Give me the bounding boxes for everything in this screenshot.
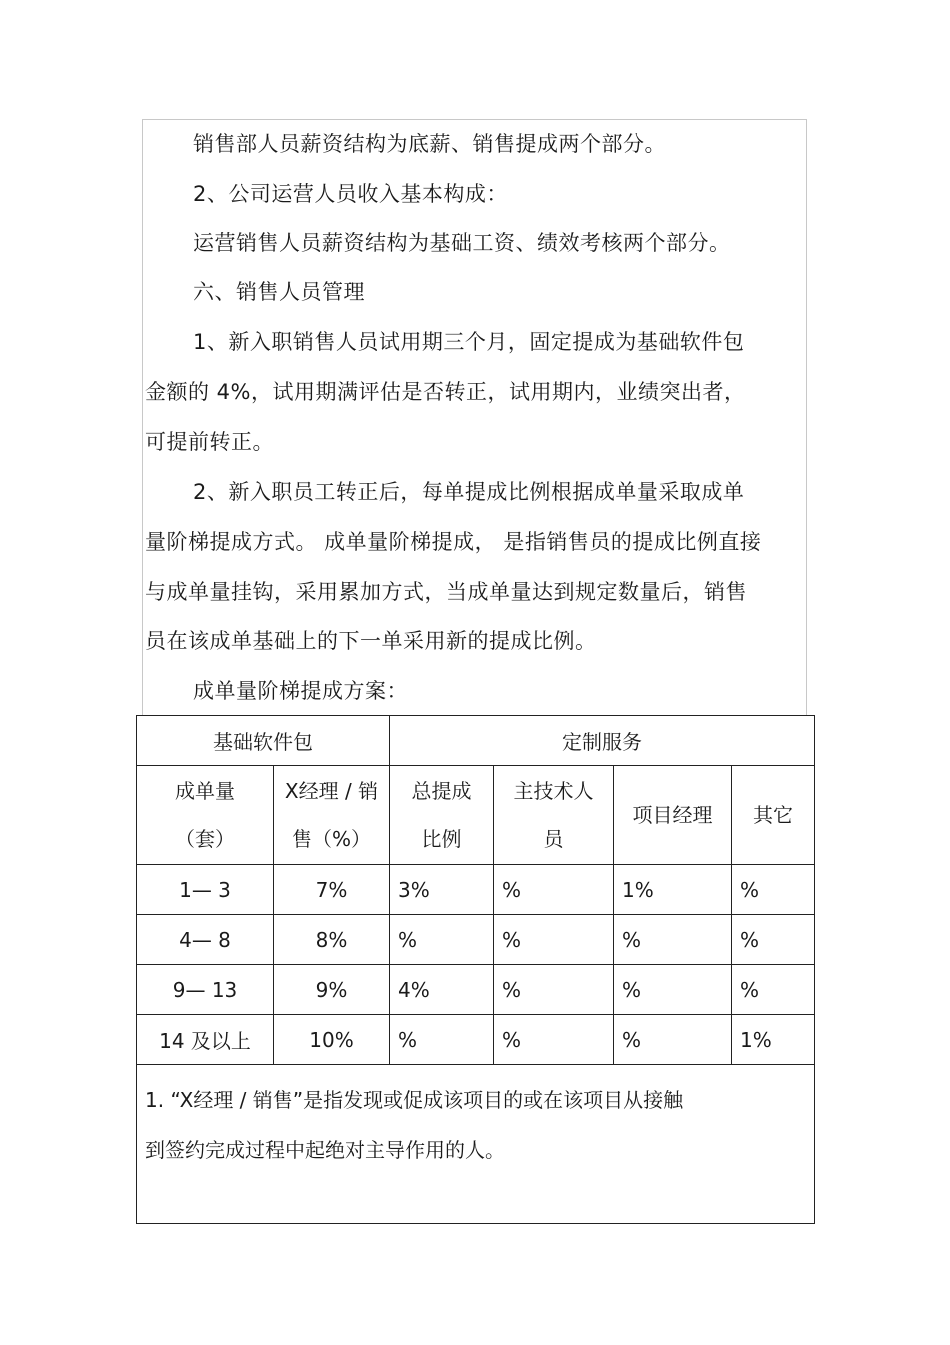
header-order-count-line1: 成单量: [175, 779, 235, 803]
header-other: 其它: [732, 766, 815, 865]
header-project-manager: 项目经理: [614, 766, 732, 865]
cell-other: %: [732, 965, 815, 1015]
footnote-line2: 到签约完成过程中起绝对主导作用的人。: [145, 1138, 505, 1162]
cell-total: 3%: [390, 865, 494, 915]
paragraph-tier-line4: 员在该成单基础上的下一单采用新的提成比例。: [145, 629, 597, 653]
header-manager-sales-line1: X经理 / 销: [284, 779, 379, 803]
paragraph-probation-line1: 1、新入职销售人员试用期三个月，固定提成为基础软件包: [193, 330, 745, 354]
cell-other: 1%: [732, 1015, 815, 1065]
tier-plan-title: 成单量阶梯提成方案：: [193, 679, 408, 703]
cell-project-manager: 1%: [614, 865, 732, 915]
cell-other: %: [732, 865, 815, 915]
header-total-commission-line2: 比例: [421, 827, 462, 851]
table-footnote: [137, 1065, 815, 1224]
cell-order-range: 9— 13: [137, 965, 274, 1015]
cell-project-manager: %: [614, 965, 732, 1015]
cell-total: %: [390, 1015, 494, 1065]
section-heading-sales-management: 六、销售人员管理: [193, 280, 365, 304]
paragraph-ops-salary-structure: 运营销售人员薪资结构为基础工资、绩效考核两个部分。: [193, 231, 731, 255]
header-total-commission-line1: 总提成: [411, 779, 472, 803]
table-group-header-row: [137, 716, 815, 766]
table-row: [137, 865, 815, 915]
cell-manager-sales: 10%: [274, 1015, 390, 1065]
footnote-line1: 1. “X经理 / 销售”是指发现或促成该项目的或在该项目从接触: [145, 1088, 684, 1112]
table-row: [137, 1015, 815, 1065]
header-lead-tech-line2: 员: [543, 827, 564, 851]
cell-project-manager: %: [614, 1015, 732, 1065]
table-row: [137, 965, 815, 1015]
cell-order-range: 4— 8: [137, 915, 274, 965]
cell-total: 4%: [390, 965, 494, 1015]
cell-project-manager: %: [614, 915, 732, 965]
cell-lead-tech: %: [494, 915, 614, 965]
cell-order-range: 14 及以上: [137, 1015, 274, 1065]
header-lead-tech: [494, 766, 614, 865]
cell-lead-tech: %: [494, 1015, 614, 1065]
header-order-count-line2: （套）: [175, 827, 235, 851]
header-order-count: [137, 766, 274, 865]
group-header-basic-software: 基础软件包: [137, 716, 390, 766]
header-manager-sales-line2: 售（%）: [291, 827, 371, 851]
paragraph-salary-structure: 销售部人员薪资结构为底薪、销售提成两个部分。: [193, 132, 666, 156]
paragraph-probation-line2: 金额的 4%，试用期满评估是否转正，试用期内，业绩突出者，: [145, 380, 746, 404]
header-total-commission: [390, 766, 494, 865]
header-lead-tech-line1: 主技术人: [513, 779, 594, 803]
paragraph-ops-income-heading: 2、公司运营人员收入基本构成：: [193, 182, 508, 206]
paragraph-probation-line3: 可提前转正。: [145, 430, 274, 454]
group-header-custom-service: 定制服务: [390, 716, 815, 766]
cell-manager-sales: 8%: [274, 915, 390, 965]
cell-manager-sales: 7%: [274, 865, 390, 915]
paragraph-tier-line3: 与成单量挂钩，采用累加方式，当成单量达到规定数量后，销售: [145, 580, 747, 604]
cell-lead-tech: %: [494, 865, 614, 915]
commission-tier-table: [136, 715, 815, 1224]
table-note-row: [137, 1065, 815, 1224]
paragraph-tier-line2: 量阶梯提成方式。 成单量阶梯提成， 是指销售员的提成比例直接: [145, 530, 762, 554]
text-frame: [142, 119, 807, 715]
table-header-row: [137, 766, 815, 865]
table-row: [137, 915, 815, 965]
cell-other: %: [732, 915, 815, 965]
cell-total: %: [390, 915, 494, 965]
header-manager-sales-pct: [274, 766, 390, 865]
cell-order-range: 1— 3: [137, 865, 274, 915]
paragraph-tier-line1: 2、新入职员工转正后，每单提成比例根据成单量采取成单: [193, 480, 745, 504]
cell-manager-sales: 9%: [274, 965, 390, 1015]
cell-lead-tech: %: [494, 965, 614, 1015]
